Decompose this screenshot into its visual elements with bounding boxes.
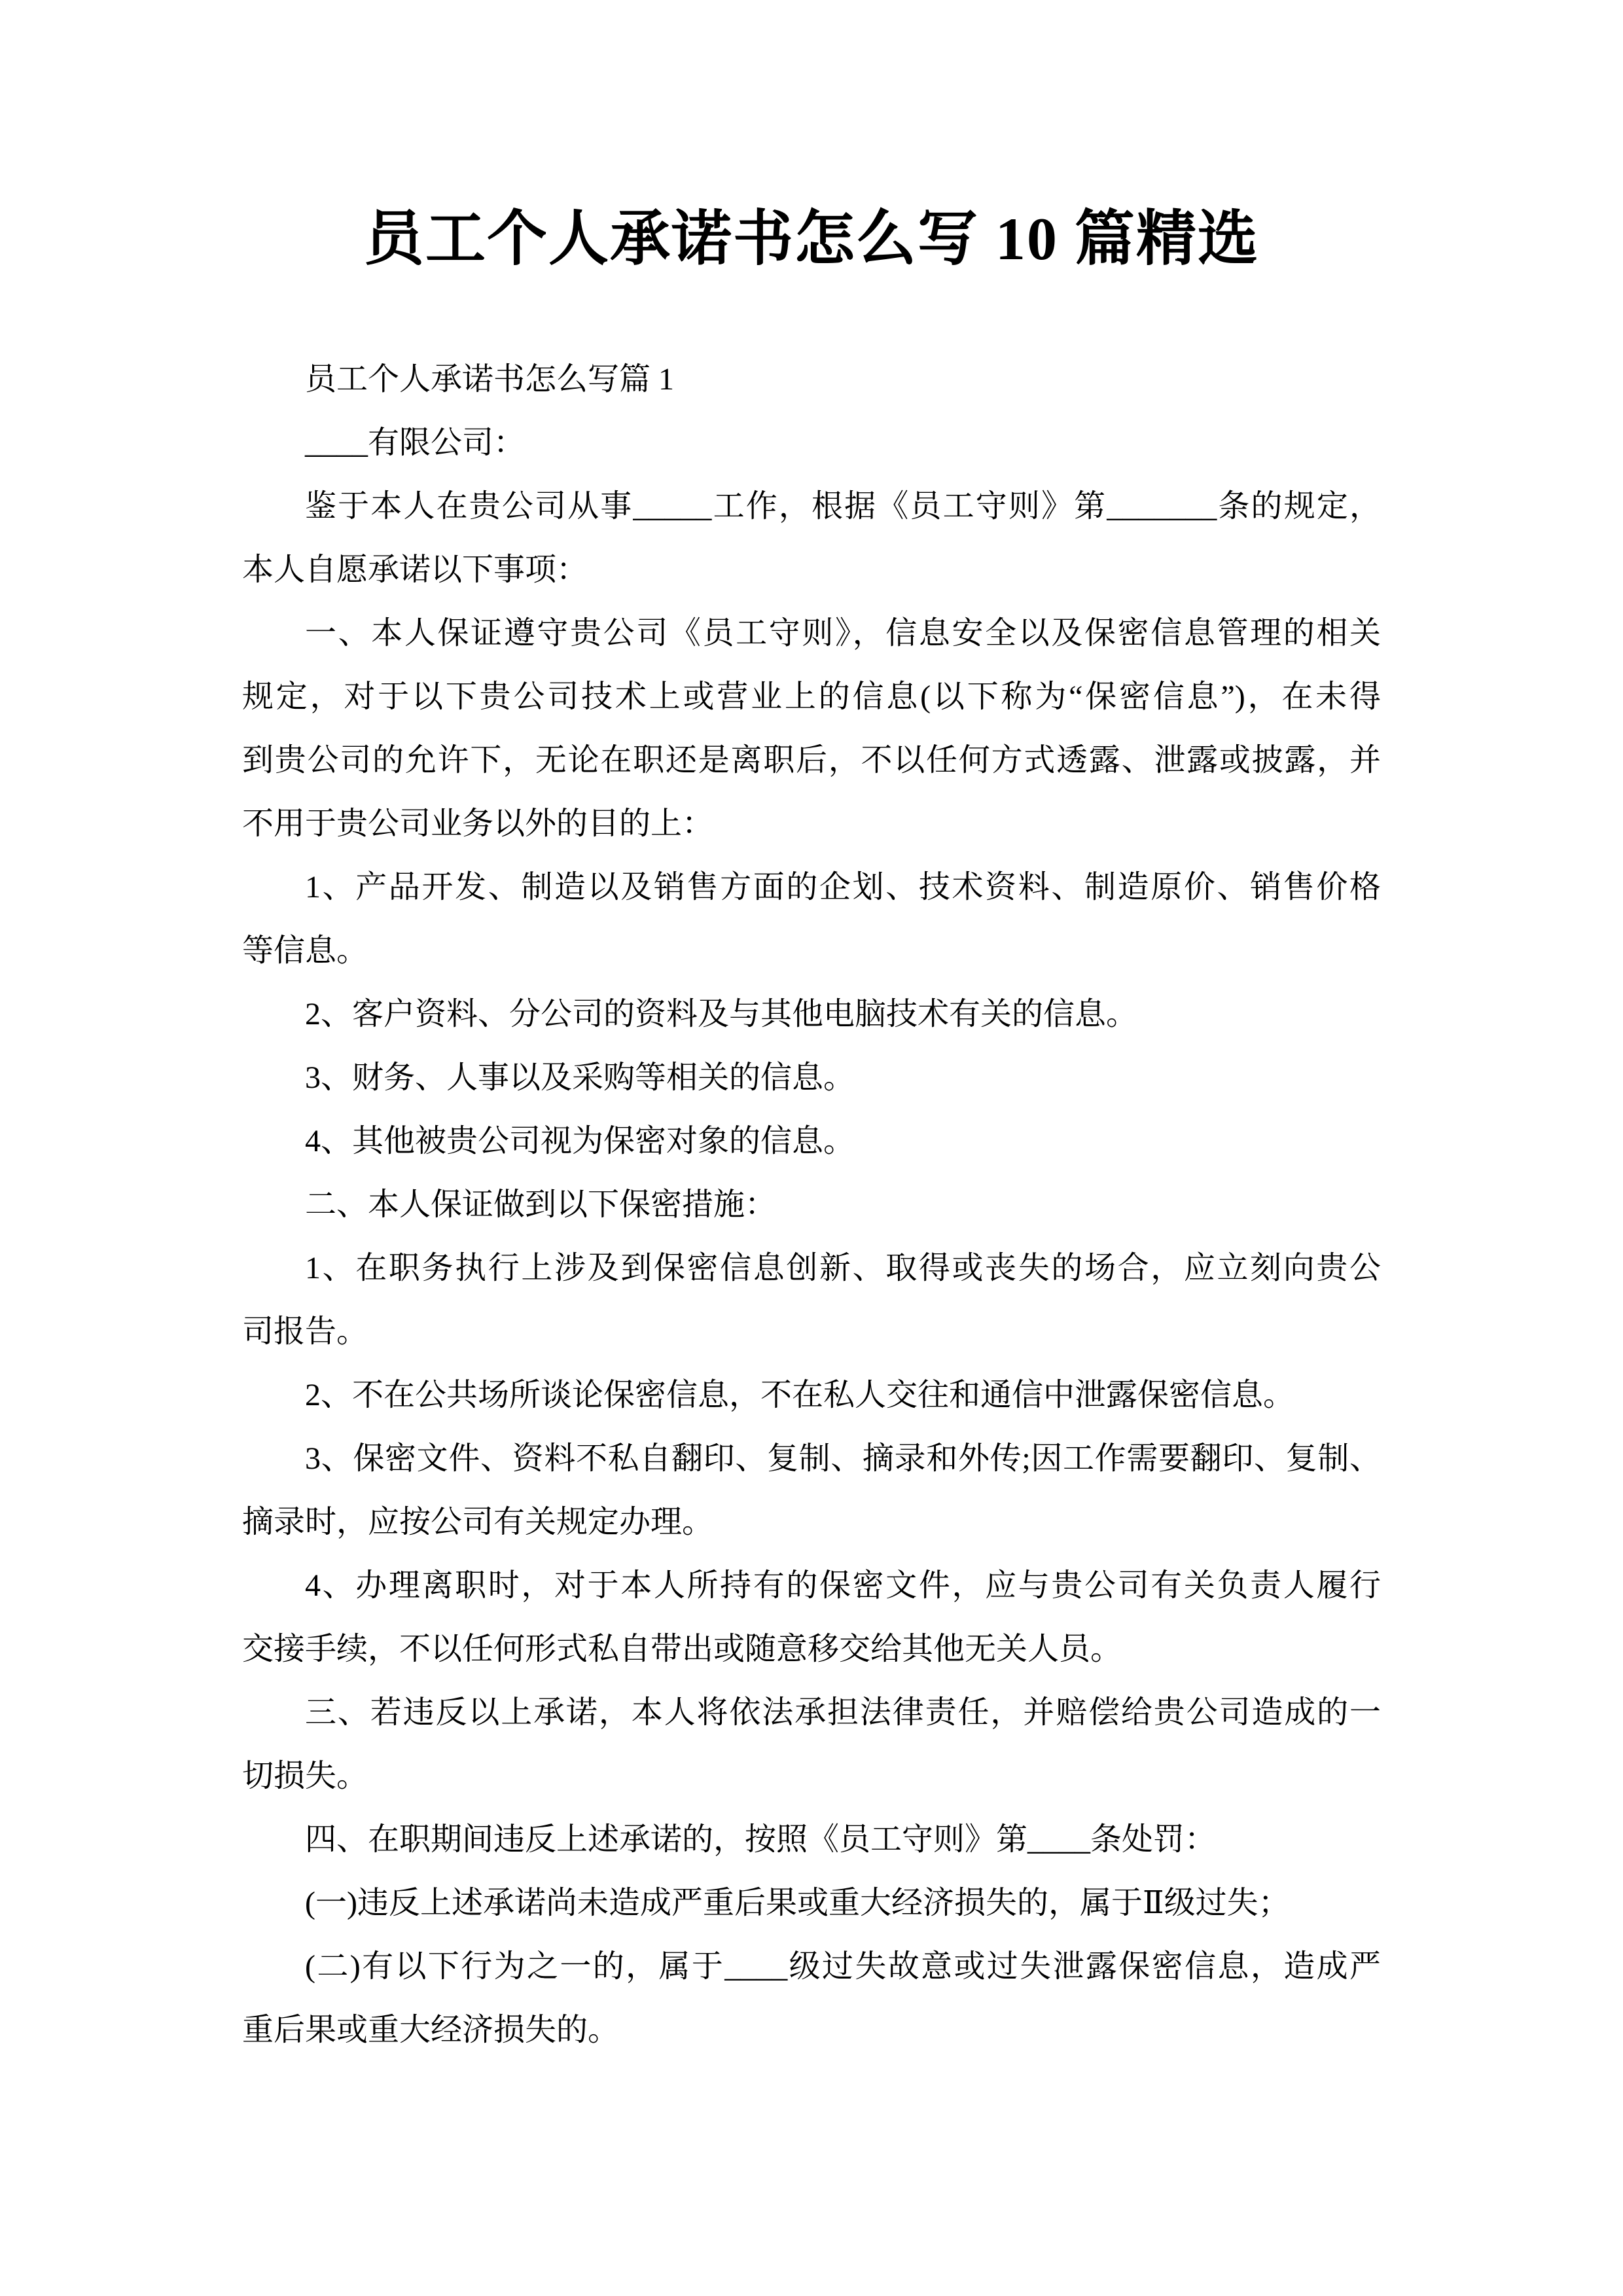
doc-line: 司报告。	[242, 1314, 368, 1349]
doc-line: 4、办理离职时，对于本人所持有的保密文件，应与贵公司有关负责人履行	[305, 1568, 1381, 1603]
doc-line: 四、在职期间违反上述承诺的，按照《员工守则》第____条处罚：	[305, 1822, 1217, 1857]
doc-line: ____有限公司：	[305, 425, 526, 460]
doc-line: 重后果或重大经济损失的。	[242, 2013, 620, 2047]
doc-line: 本人自愿承诺以下事项：	[242, 552, 588, 587]
doc-line: 1、在职务执行上涉及到保密信息创新、取得或丧失的场合，应立刻向贵公	[305, 1251, 1381, 1285]
doc-line: 规定，对于以下贵公司技术上或营业上的信息(以下称为“保密信息”)，在未得	[242, 679, 1381, 714]
doc-line: 3、财务、人事以及采购等相关的信息。	[305, 1060, 855, 1095]
doc-line: 2、不在公共场所谈论保密信息，不在私人交往和通信中泄露保密信息。	[305, 1378, 1295, 1412]
doc-line: (一)违反上述承诺尚未造成严重后果或重大经济损失的，属于Ⅱ级过失；	[305, 1886, 1290, 1920]
doc-line: 不用于贵公司业务以外的目的上：	[242, 806, 714, 841]
document-title: 员工个人承诺书怎么写 10 篇精选	[363, 206, 1259, 272]
doc-line: 3、保密文件、资料不私自翻印、复制、摘录和外传;因工作需要翻印、复制、	[305, 1441, 1381, 1476]
doc-line: 交接手续，不以任何形式私自带出或随意移交给其他无关人员。	[242, 1632, 1122, 1666]
document-body	[242, 348, 1381, 2062]
doc-line: 三、若违反以上承诺，本人将依法承担法律责任，并赔偿给贵公司造成的一	[305, 1695, 1381, 1730]
doc-line: 二、本人保证做到以下保密措施：	[305, 1187, 777, 1222]
doc-line: 4、其他被贵公司视为保密对象的信息。	[305, 1124, 855, 1158]
doc-line: 切损失。	[242, 1759, 368, 1793]
doc-line: 1、产品开发、制造以及销售方面的企划、技术资料、制造原价、销售价格	[305, 870, 1381, 905]
doc-line: (二)有以下行为之一的，属于____级过失故意或过失泄露保密信息，造成严	[305, 1949, 1381, 1984]
doc-line: 摘录时，应按公司有关规定办理。	[242, 1505, 714, 1539]
doc-line: 员工个人承诺书怎么写篇 1	[305, 362, 675, 397]
doc-line: 等信息。	[242, 933, 368, 968]
doc-line: 2、客户资料、分公司的资料及与其他电脑技术有关的信息。	[305, 997, 1138, 1031]
doc-line: 一、本人保证遵守贵公司《员工守则》，信息安全以及保密信息管理的相关	[305, 616, 1381, 651]
doc-line: 鉴于本人在贵公司从事_____工作，根据《员工守则》第_______条的规定，	[305, 489, 1381, 524]
doc-line: 到贵公司的允许下，无论在职还是离职后，不以任何方式透露、泄露或披露，并	[242, 743, 1381, 778]
